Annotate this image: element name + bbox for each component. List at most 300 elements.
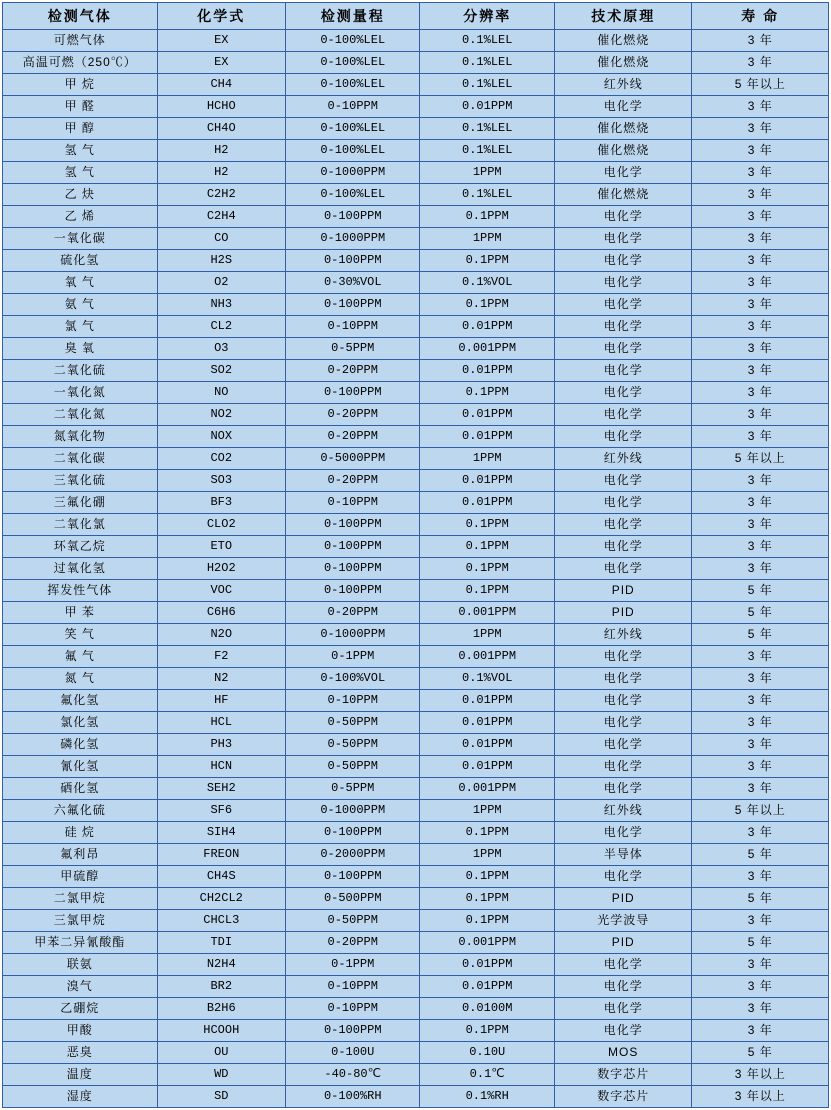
table-row xyxy=(3,338,829,360)
cell-range: 0-50PPM xyxy=(286,756,420,778)
cell-principle: 电化学 xyxy=(554,338,691,360)
cell-formula: BR2 xyxy=(157,976,285,998)
cell-range: 0-100U xyxy=(286,1042,420,1064)
cell-resolution: 0.1PPM xyxy=(420,558,554,580)
cell-range: 0-20PPM xyxy=(286,426,420,448)
table-row xyxy=(3,844,829,866)
cell-range: 0-10PPM xyxy=(286,976,420,998)
cell-formula: CO2 xyxy=(157,448,285,470)
cell-principle: 催化燃烧 xyxy=(554,52,691,74)
table-row xyxy=(3,448,829,470)
cell-lifetime: 3 年 xyxy=(692,118,829,140)
cell-gas: 硒化氢 xyxy=(3,778,158,800)
cell-range: 0-10PPM xyxy=(286,492,420,514)
cell-formula: PH3 xyxy=(157,734,285,756)
cell-resolution: 0.1PPM xyxy=(420,206,554,228)
cell-resolution: 0.1PPM xyxy=(420,382,554,404)
column-header-range: 检测量程 xyxy=(286,3,420,30)
cell-formula: FREON xyxy=(157,844,285,866)
cell-formula: H2 xyxy=(157,162,285,184)
cell-formula: SD xyxy=(157,1086,285,1108)
table-row xyxy=(3,1020,829,1042)
cell-resolution: 0.1PPM xyxy=(420,294,554,316)
cell-gas: 高温可燃（250℃） xyxy=(3,52,158,74)
table-row xyxy=(3,228,829,250)
cell-range: 0-1000PPM xyxy=(286,162,420,184)
cell-principle: 红外线 xyxy=(554,448,691,470)
cell-range: -40-80℃ xyxy=(286,1064,420,1086)
cell-range: 0-10PPM xyxy=(286,96,420,118)
cell-range: 0-20PPM xyxy=(286,470,420,492)
cell-range: 0-5PPM xyxy=(286,778,420,800)
cell-range: 0-100PPM xyxy=(286,514,420,536)
cell-formula: C2H4 xyxy=(157,206,285,228)
cell-gas: 甲 烷 xyxy=(3,74,158,96)
table-row xyxy=(3,998,829,1020)
cell-range: 0-100PPM xyxy=(286,294,420,316)
cell-gas: 六氟化硫 xyxy=(3,800,158,822)
cell-range: 0-10PPM xyxy=(286,690,420,712)
table-row xyxy=(3,1042,829,1064)
cell-gas: 氟利昂 xyxy=(3,844,158,866)
table-row xyxy=(3,52,829,74)
table-row xyxy=(3,558,829,580)
cell-principle: 电化学 xyxy=(554,492,691,514)
cell-principle: 数字芯片 xyxy=(554,1064,691,1086)
cell-gas: 甲硫醇 xyxy=(3,866,158,888)
cell-principle: 电化学 xyxy=(554,954,691,976)
cell-gas: 甲 醇 xyxy=(3,118,158,140)
cell-resolution: 0.1PPM xyxy=(420,580,554,602)
cell-range: 0-2000PPM xyxy=(286,844,420,866)
cell-gas: 三氟化硼 xyxy=(3,492,158,514)
cell-gas: 氢 气 xyxy=(3,162,158,184)
cell-resolution: 1PPM xyxy=(420,624,554,646)
cell-range: 0-100PPM xyxy=(286,558,420,580)
cell-principle: 电化学 xyxy=(554,756,691,778)
cell-principle: 电化学 xyxy=(554,294,691,316)
cell-range: 0-50PPM xyxy=(286,734,420,756)
cell-resolution: 0.1%VOL xyxy=(420,668,554,690)
cell-resolution: 0.01PPM xyxy=(420,690,554,712)
cell-formula: OU xyxy=(157,1042,285,1064)
table-row xyxy=(3,74,829,96)
cell-resolution: 1PPM xyxy=(420,228,554,250)
cell-gas: 氢 气 xyxy=(3,140,158,162)
cell-gas: 二氧化氯 xyxy=(3,514,158,536)
cell-formula: CH2CL2 xyxy=(157,888,285,910)
cell-resolution: 0.01PPM xyxy=(420,470,554,492)
cell-resolution: 0.1%VOL xyxy=(420,272,554,294)
cell-formula: VOC xyxy=(157,580,285,602)
table-row xyxy=(3,250,829,272)
cell-principle: 电化学 xyxy=(554,558,691,580)
table-row xyxy=(3,756,829,778)
cell-formula: NO2 xyxy=(157,404,285,426)
cell-range: 0-100PPM xyxy=(286,1020,420,1042)
cell-lifetime: 3 年 xyxy=(692,690,829,712)
cell-principle: MOS xyxy=(554,1042,691,1064)
cell-lifetime: 3 年 xyxy=(692,30,829,52)
cell-lifetime: 3 年 xyxy=(692,272,829,294)
table-row xyxy=(3,668,829,690)
cell-principle: 催化燃烧 xyxy=(554,140,691,162)
cell-resolution: 0.1PPM xyxy=(420,866,554,888)
cell-formula: CH4S xyxy=(157,866,285,888)
cell-lifetime: 3 年 xyxy=(692,536,829,558)
cell-gas: 二氧化氮 xyxy=(3,404,158,426)
table-row xyxy=(3,316,829,338)
cell-gas: 温度 xyxy=(3,1064,158,1086)
cell-resolution: 0.1PPM xyxy=(420,514,554,536)
cell-resolution: 0.01PPM xyxy=(420,976,554,998)
cell-principle: 电化学 xyxy=(554,316,691,338)
cell-resolution: 0.10U xyxy=(420,1042,554,1064)
cell-resolution: 0.1PPM xyxy=(420,888,554,910)
cell-lifetime: 3 年 xyxy=(692,492,829,514)
cell-lifetime: 3 年 xyxy=(692,646,829,668)
cell-formula: N2O xyxy=(157,624,285,646)
cell-range: 0-50PPM xyxy=(286,910,420,932)
cell-principle: 电化学 xyxy=(554,206,691,228)
cell-range: 0-100%LEL xyxy=(286,140,420,162)
cell-gas: 挥发性气体 xyxy=(3,580,158,602)
cell-range: 0-20PPM xyxy=(286,932,420,954)
cell-resolution: 0.01PPM xyxy=(420,492,554,514)
cell-formula: CH4O xyxy=(157,118,285,140)
cell-resolution: 1PPM xyxy=(420,448,554,470)
cell-gas: 乙硼烷 xyxy=(3,998,158,1020)
cell-principle: 电化学 xyxy=(554,382,691,404)
cell-gas: 磷化氢 xyxy=(3,734,158,756)
cell-resolution: 1PPM xyxy=(420,800,554,822)
cell-lifetime: 3 年 xyxy=(692,998,829,1020)
column-header-formula: 化学式 xyxy=(157,3,285,30)
table-row xyxy=(3,30,829,52)
cell-lifetime: 3 年 xyxy=(692,228,829,250)
cell-resolution: 0.1%LEL xyxy=(420,52,554,74)
cell-lifetime: 3 年 xyxy=(692,470,829,492)
column-header-principle: 技术原理 xyxy=(554,3,691,30)
table-row xyxy=(3,690,829,712)
cell-formula: SF6 xyxy=(157,800,285,822)
table-row xyxy=(3,360,829,382)
cell-gas: 臭 氧 xyxy=(3,338,158,360)
cell-resolution: 0.1%LEL xyxy=(420,74,554,96)
cell-range: 0-10PPM xyxy=(286,998,420,1020)
table-row xyxy=(3,866,829,888)
cell-formula: O2 xyxy=(157,272,285,294)
cell-resolution: 0.001PPM xyxy=(420,602,554,624)
cell-formula: H2 xyxy=(157,140,285,162)
cell-lifetime: 5 年 xyxy=(692,932,829,954)
cell-resolution: 0.01PPM xyxy=(420,426,554,448)
cell-principle: 电化学 xyxy=(554,976,691,998)
table-row xyxy=(3,272,829,294)
cell-range: 0-100%RH xyxy=(286,1086,420,1108)
cell-formula: SEH2 xyxy=(157,778,285,800)
cell-lifetime: 3 年 xyxy=(692,514,829,536)
cell-range: 0-100PPM xyxy=(286,866,420,888)
table-row xyxy=(3,778,829,800)
column-header-resolution: 分辨率 xyxy=(420,3,554,30)
cell-lifetime: 3 年 xyxy=(692,360,829,382)
cell-lifetime: 3 年 xyxy=(692,52,829,74)
cell-gas: 甲 苯 xyxy=(3,602,158,624)
cell-principle: 电化学 xyxy=(554,822,691,844)
cell-gas: 溴气 xyxy=(3,976,158,998)
cell-formula: CLO2 xyxy=(157,514,285,536)
cell-principle: 电化学 xyxy=(554,96,691,118)
cell-principle: 电化学 xyxy=(554,668,691,690)
cell-resolution: 0.1℃ xyxy=(420,1064,554,1086)
cell-lifetime: 3 年 xyxy=(692,668,829,690)
cell-lifetime: 3 年 xyxy=(692,954,829,976)
cell-range: 0-100PPM xyxy=(286,822,420,844)
cell-range: 0-20PPM xyxy=(286,404,420,426)
cell-lifetime: 3 年 xyxy=(692,140,829,162)
cell-range: 0-100%LEL xyxy=(286,184,420,206)
cell-gas: 氯化氢 xyxy=(3,712,158,734)
cell-formula: H2O2 xyxy=(157,558,285,580)
table-row xyxy=(3,888,829,910)
column-header-lifetime: 寿 命 xyxy=(692,3,829,30)
cell-resolution: 0.1PPM xyxy=(420,250,554,272)
cell-gas: 氰化氢 xyxy=(3,756,158,778)
cell-formula: WD xyxy=(157,1064,285,1086)
cell-formula: TDI xyxy=(157,932,285,954)
cell-range: 0-100PPM xyxy=(286,206,420,228)
cell-principle: 电化学 xyxy=(554,228,691,250)
table-row xyxy=(3,162,829,184)
cell-resolution: 0.1%LEL xyxy=(420,140,554,162)
cell-principle: 电化学 xyxy=(554,998,691,1020)
cell-principle: 电化学 xyxy=(554,866,691,888)
cell-range: 0-100PPM xyxy=(286,250,420,272)
cell-lifetime: 3 年 xyxy=(692,866,829,888)
cell-lifetime: 3 年以上 xyxy=(692,1086,829,1108)
cell-gas: 三氯甲烷 xyxy=(3,910,158,932)
cell-principle: 电化学 xyxy=(554,778,691,800)
cell-gas: 硅 烷 xyxy=(3,822,158,844)
table-row xyxy=(3,184,829,206)
cell-formula: HCHO xyxy=(157,96,285,118)
cell-resolution: 0.001PPM xyxy=(420,778,554,800)
gas-sensor-specification-table xyxy=(2,2,829,1108)
cell-gas: 二氯甲烷 xyxy=(3,888,158,910)
cell-gas: 可燃气体 xyxy=(3,30,158,52)
cell-formula: HCOOH xyxy=(157,1020,285,1042)
cell-resolution: 0.001PPM xyxy=(420,932,554,954)
cell-principle: 半导体 xyxy=(554,844,691,866)
cell-lifetime: 3 年 xyxy=(692,778,829,800)
cell-range: 0-100%LEL xyxy=(286,52,420,74)
cell-range: 0-1PPM xyxy=(286,954,420,976)
cell-gas: 氟 气 xyxy=(3,646,158,668)
cell-range: 0-1000PPM xyxy=(286,800,420,822)
cell-gas: 甲 醛 xyxy=(3,96,158,118)
cell-lifetime: 3 年 xyxy=(692,910,829,932)
cell-principle: 电化学 xyxy=(554,404,691,426)
cell-principle: PID xyxy=(554,602,691,624)
cell-formula: B2H6 xyxy=(157,998,285,1020)
table-row xyxy=(3,822,829,844)
cell-gas: 氧 气 xyxy=(3,272,158,294)
cell-principle: 催化燃烧 xyxy=(554,184,691,206)
cell-resolution: 1PPM xyxy=(420,162,554,184)
cell-formula: H2S xyxy=(157,250,285,272)
cell-gas: 氯 气 xyxy=(3,316,158,338)
cell-lifetime: 3 年 xyxy=(692,184,829,206)
cell-lifetime: 5 年 xyxy=(692,602,829,624)
cell-resolution: 0.1%LEL xyxy=(420,118,554,140)
cell-formula: NH3 xyxy=(157,294,285,316)
cell-gas: 笑 气 xyxy=(3,624,158,646)
table-row xyxy=(3,602,829,624)
table-row xyxy=(3,954,829,976)
cell-principle: PID xyxy=(554,888,691,910)
table-row xyxy=(3,140,829,162)
cell-principle: 电化学 xyxy=(554,426,691,448)
cell-gas: 乙 炔 xyxy=(3,184,158,206)
cell-formula: CH4 xyxy=(157,74,285,96)
cell-range: 0-30%VOL xyxy=(286,272,420,294)
cell-lifetime: 3 年 xyxy=(692,294,829,316)
cell-formula: BF3 xyxy=(157,492,285,514)
cell-resolution: 0.1PPM xyxy=(420,910,554,932)
cell-principle: 电化学 xyxy=(554,360,691,382)
cell-principle: 电化学 xyxy=(554,250,691,272)
cell-principle: 电化学 xyxy=(554,272,691,294)
table-row xyxy=(3,910,829,932)
cell-formula: ETO xyxy=(157,536,285,558)
table-row xyxy=(3,976,829,998)
cell-resolution: 0.01PPM xyxy=(420,954,554,976)
cell-lifetime: 3 年以上 xyxy=(692,1064,829,1086)
table-row xyxy=(3,536,829,558)
cell-resolution: 0.01PPM xyxy=(420,756,554,778)
cell-lifetime: 3 年 xyxy=(692,96,829,118)
table-row xyxy=(3,1086,829,1108)
cell-principle: 光学波导 xyxy=(554,910,691,932)
cell-formula: C2H2 xyxy=(157,184,285,206)
cell-range: 0-100PPM xyxy=(286,536,420,558)
cell-principle: 数字芯片 xyxy=(554,1086,691,1108)
cell-formula: N2H4 xyxy=(157,954,285,976)
cell-principle: 电化学 xyxy=(554,712,691,734)
cell-gas: 恶臭 xyxy=(3,1042,158,1064)
cell-formula: EX xyxy=(157,52,285,74)
cell-formula: HCN xyxy=(157,756,285,778)
cell-formula: SIH4 xyxy=(157,822,285,844)
cell-lifetime: 3 年 xyxy=(692,712,829,734)
cell-range: 0-100%LEL xyxy=(286,118,420,140)
cell-gas: 甲苯二异氰酸酯 xyxy=(3,932,158,954)
cell-gas: 联氨 xyxy=(3,954,158,976)
cell-range: 0-20PPM xyxy=(286,602,420,624)
cell-lifetime: 3 年 xyxy=(692,756,829,778)
cell-principle: 红外线 xyxy=(554,624,691,646)
cell-gas: 环氧乙烷 xyxy=(3,536,158,558)
cell-formula: NOX xyxy=(157,426,285,448)
cell-principle: 催化燃烧 xyxy=(554,118,691,140)
cell-resolution: 0.1%LEL xyxy=(420,184,554,206)
cell-principle: 电化学 xyxy=(554,514,691,536)
cell-lifetime: 5 年 xyxy=(692,624,829,646)
table-row xyxy=(3,646,829,668)
cell-formula: CHCL3 xyxy=(157,910,285,932)
cell-lifetime: 3 年 xyxy=(692,338,829,360)
cell-resolution: 0.1PPM xyxy=(420,1020,554,1042)
cell-lifetime: 3 年 xyxy=(692,316,829,338)
table-row xyxy=(3,932,829,954)
cell-range: 0-100PPM xyxy=(286,580,420,602)
cell-resolution: 0.1PPM xyxy=(420,822,554,844)
cell-formula: NO xyxy=(157,382,285,404)
cell-resolution: 0.01PPM xyxy=(420,712,554,734)
cell-formula: C6H6 xyxy=(157,602,285,624)
cell-lifetime: 3 年 xyxy=(692,404,829,426)
cell-resolution: 0.01PPM xyxy=(420,404,554,426)
cell-formula: O3 xyxy=(157,338,285,360)
cell-principle: 电化学 xyxy=(554,646,691,668)
cell-lifetime: 5 年 xyxy=(692,580,829,602)
cell-lifetime: 5 年以上 xyxy=(692,448,829,470)
cell-resolution: 0.01PPM xyxy=(420,360,554,382)
cell-lifetime: 5 年 xyxy=(692,888,829,910)
cell-range: 0-10PPM xyxy=(286,316,420,338)
table-row xyxy=(3,800,829,822)
table-row xyxy=(3,580,829,602)
cell-gas: 氨 气 xyxy=(3,294,158,316)
cell-principle: 电化学 xyxy=(554,1020,691,1042)
cell-resolution: 0.01PPM xyxy=(420,734,554,756)
table-row xyxy=(3,492,829,514)
cell-lifetime: 5 年以上 xyxy=(692,74,829,96)
cell-formula: N2 xyxy=(157,668,285,690)
cell-formula: HCL xyxy=(157,712,285,734)
cell-resolution: 0.001PPM xyxy=(420,646,554,668)
table-row xyxy=(3,294,829,316)
cell-formula: CO xyxy=(157,228,285,250)
cell-lifetime: 3 年 xyxy=(692,426,829,448)
cell-range: 0-20PPM xyxy=(286,360,420,382)
cell-lifetime: 3 年 xyxy=(692,558,829,580)
cell-gas: 二氧化硫 xyxy=(3,360,158,382)
table-row xyxy=(3,206,829,228)
cell-lifetime: 3 年 xyxy=(692,976,829,998)
cell-range: 0-100%LEL xyxy=(286,74,420,96)
cell-range: 0-1PPM xyxy=(286,646,420,668)
cell-resolution: 0.0100M xyxy=(420,998,554,1020)
table-row xyxy=(3,734,829,756)
cell-gas: 过氧化氢 xyxy=(3,558,158,580)
cell-lifetime: 3 年 xyxy=(692,206,829,228)
table-row xyxy=(3,470,829,492)
cell-formula: SO3 xyxy=(157,470,285,492)
cell-range: 0-5PPM xyxy=(286,338,420,360)
cell-principle: 电化学 xyxy=(554,690,691,712)
cell-principle: 红外线 xyxy=(554,74,691,96)
table-header-row xyxy=(3,3,829,30)
cell-formula: CL2 xyxy=(157,316,285,338)
cell-lifetime: 3 年 xyxy=(692,822,829,844)
cell-gas: 湿度 xyxy=(3,1086,158,1108)
cell-lifetime: 3 年 xyxy=(692,250,829,272)
table-row xyxy=(3,382,829,404)
cell-lifetime: 5 年 xyxy=(692,844,829,866)
cell-resolution: 0.01PPM xyxy=(420,96,554,118)
